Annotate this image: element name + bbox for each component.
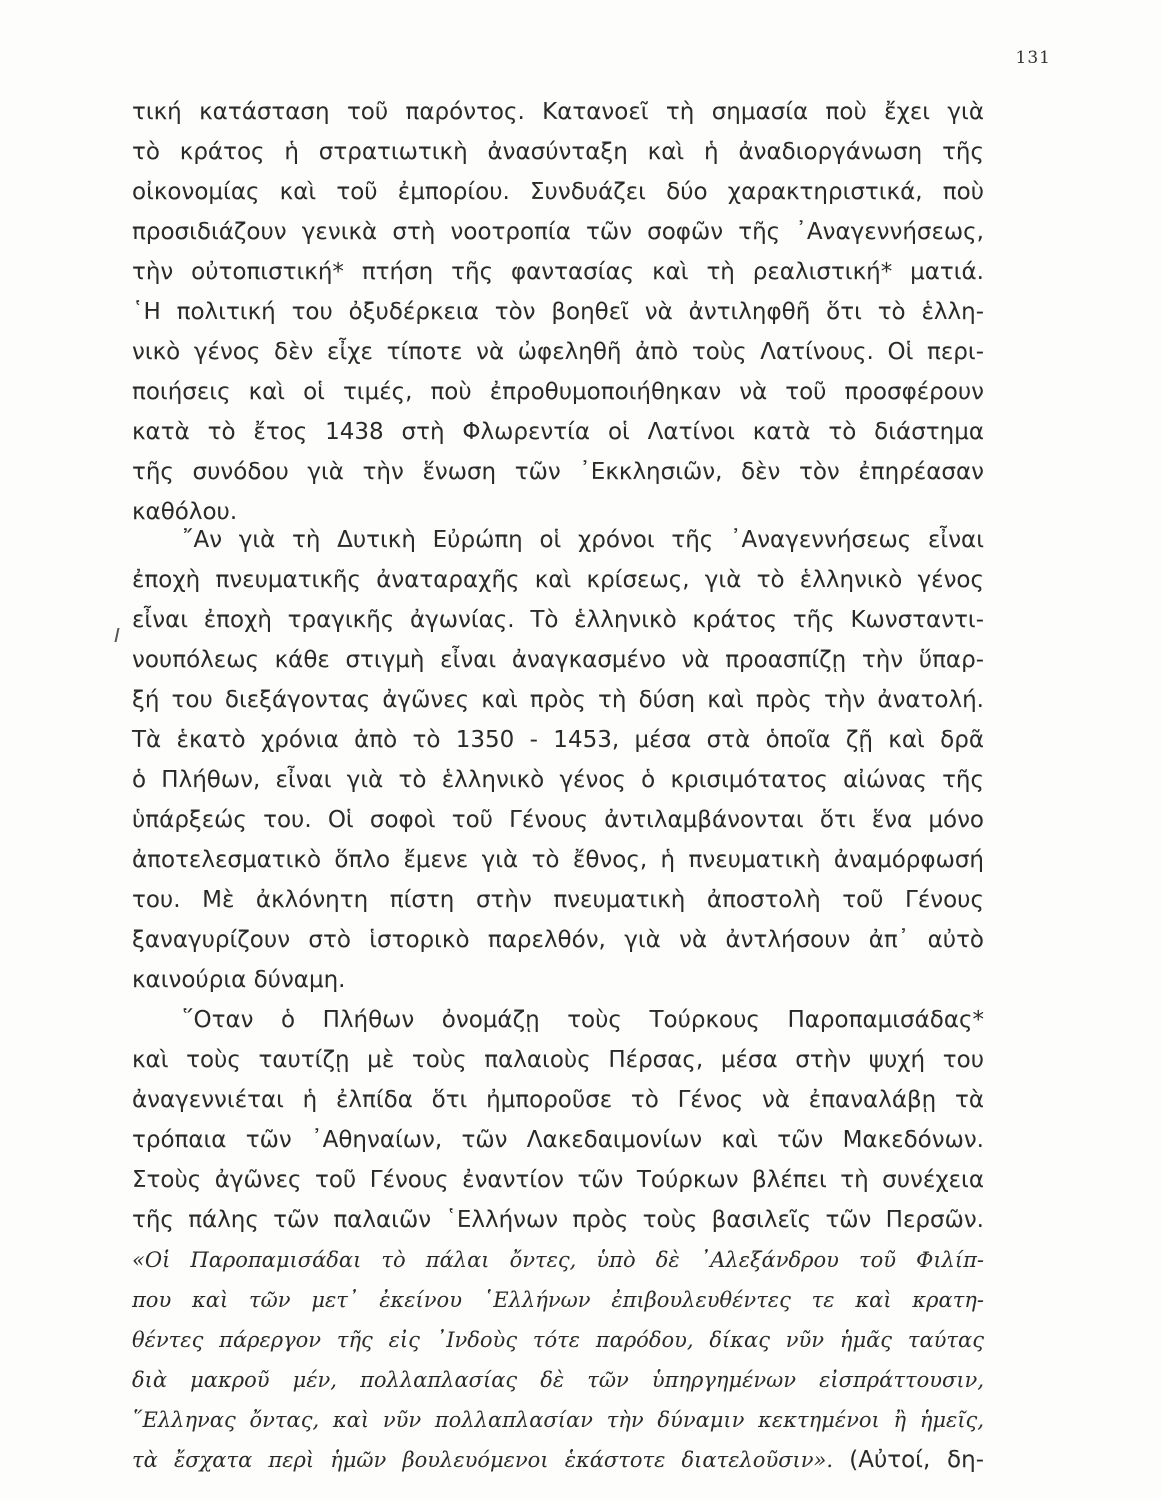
text-line: ξαναγυρίζουν στὸ ἱστορικὸ παρελθόν, γιὰ νὰ ἀντλήσουν ἀπ᾿ αὐτὸ [132,927,984,953]
text-line: ἐποχὴ πνευματικῆς ἀναταραχῆς καὶ κρίσεως, γιὰ τὸ ἑλληνικὸ γένος [132,567,984,593]
text-line: ἀναγεννιέται ἡ ἐλπίδα ὅτι ἠμποροῦσε τὸ Γένος νὰ ἐπαναλάβῃ τὰ [132,1087,984,1113]
text-line: ὑπάρξεώς του. Οἱ σοφοὶ τοῦ Γένους ἀντιλαμβάνονται ὅτι ἕνα μόνο [132,807,984,833]
text-line: Στοὺς ἀγῶνες τοῦ Γένους ἐναντίον τῶν Τούρκων βλέπει τὴ συνέχεια [132,1167,984,1193]
quote-line-final [132,1440,984,1480]
text-line: ῎Αν γιὰ τὴ Δυτικὴ Εὐρώπη οἱ χρόνοι τῆς ᾿Αναγεννήσεως εἶναι [182,527,984,553]
text-line: ἀποτελεσματικὸ ὅπλο ἔμενε γιὰ τὸ ἔθνος, ἡ πνευματικὴ ἀναμόρφωσή [132,847,984,873]
text-line: ξή του διεξάγοντας ἀγῶνες καὶ πρὸς τὴ δύση καὶ πρὸς τὴν ἀνατολή. [132,687,984,713]
paragraph-1 [132,92,984,532]
margin-mark [115,628,120,642]
quote-line: «Οἱ Παροπαμισάδαι τὸ πάλαι ὄντες, ὑπὸ δὲ ᾿Αλεξάνδρου τοῦ Φιλίπ- [132,1248,984,1272]
text-line: τὴν οὐτοπιστική* πτήση τῆς φαντασίας καὶ τὴ ρεαλιστική* ματιά. [132,259,984,285]
text-line: ὁ Πλήθων, εἶναι γιὰ τὸ ἑλληνικὸ γένος ὁ κρισιμότατος αἰώνας τῆς [132,767,984,793]
text-line: νουπόλεως κάθε στιγμὴ εἶναι ἀναγκασμένο νὰ προασπίζῃ τὴν ὕπαρ- [132,647,984,673]
text-line: τῆς συνόδου γιὰ τὴν ἕνωση τῶν ᾿Εκκλησιῶν, δὲν τὸν ἐπηρέασαν [132,459,984,485]
text-line: ποιήσεις καὶ οἱ τιμές, ποὺ ἐπροθυμοποιήθηκαν νὰ τοῦ προσφέρουν [132,379,984,405]
quote-text: τὰ ἔσχατα περὶ ἡμῶν βουλευόμενοι ἑκάστοτε διατελοῦσιν». [132,1448,834,1472]
quote-line: που καὶ τῶν μετ᾿ ἐκείνου ῾Ελλήνων ἐπιβουλευθέντες τε καὶ κρατη- [132,1288,984,1312]
text-line: τῆς πάλης τῶν παλαιῶν ῾Ελλήνων πρὸς τοὺς βασιλεῖς τῶν Περσῶν. [132,1207,984,1233]
text-line: καινούρια δύναμη. [132,967,346,993]
text-line: τρόπαια τῶν ᾿Αθηναίων, τῶν Λακεδαιμονίων καὶ τῶν Μακεδόνων. [132,1127,984,1153]
text-line: τική κατάσταση τοῦ παρόντος. Κατανοεῖ τὴ σημασία ποὺ ἔχει γιὰ [132,99,984,125]
text-line: καθόλου. [132,499,238,525]
text-line: οἰκονομίας καὶ τοῦ ἐμπορίου. Συνδυάζει δύο χαρακτηριστικά, ποὺ [132,179,984,205]
text-line: προσιδιάζουν γενικὰ στὴ νοοτροπία τῶν σοφῶν τῆς ᾿Αναγεννήσεως, [132,219,984,245]
text-line: νικὸ γένος δὲν εἶχε τίποτε νὰ ὠφεληθῆ ἀπὸ τοὺς Λατίνους. Οἱ περι- [132,339,984,365]
quote-line: διὰ μακροῦ μέν, πολλαπλασίας δὲ τῶν ὑπηργημένων εἰσπράττουσιν, [132,1368,984,1392]
text-line: εἶναι ἐποχὴ τραγικῆς ἀγωνίας. Τὸ ἑλληνικὸ κράτος τῆς Κωνσταντι- [132,607,984,633]
text-line: ῞Οταν ὁ Πλήθων ὀνομάζῃ τοὺς Τούρκους Παροπαμισάδας* [182,1007,984,1033]
quote-line: θέντες πάρεργον τῆς εἰς ᾿Ινδοὺς τότε παρόδου, δίκας νῦν ἡμᾶς ταύτας [132,1328,984,1352]
paragraph-2 [132,520,984,1480]
text-line: του. Μὲ ἀκλόνητη πίστη στὴν πνευματικὴ ἀποστολὴ τοῦ Γένους [132,887,984,913]
text-line: ῾Η πολιτική του ὀξυδέρκεια τὸν βοηθεῖ νὰ ἀντιληφθῆ ὅτι τὸ ἑλλη- [132,299,984,325]
text-line: καὶ τοὺς ταυτίζῃ μὲ τοὺς παλαιοὺς Πέρσας, μέσα στὴν ψυχή του [132,1047,984,1073]
text-line: Τὰ ἑκατὸ χρόνια ἀπὸ τὸ 1350 - 1453, μέσα στὰ ὁποῖα ζῇ καὶ δρᾶ [132,727,984,753]
page-number: 131 [1015,48,1051,68]
continuation-text: (Αὐτοί, δη- [849,1447,984,1473]
text-line: κατὰ τὸ ἔτος 1438 στὴ Φλωρεντία οἱ Λατίνοι κατὰ τὸ διάστημα [132,419,984,445]
quote-line: ῞Ελληνας ὄντας, καὶ νῦν πολλαπλασίαν τὴν δύναμιν κεκτημένοι ἢ ἡμεῖς, [132,1408,984,1432]
text-line: τὸ κράτος ἡ στρατιωτικὴ ἀνασύνταξη καὶ ἡ ἀναδιοργάνωση τῆς [132,139,984,165]
